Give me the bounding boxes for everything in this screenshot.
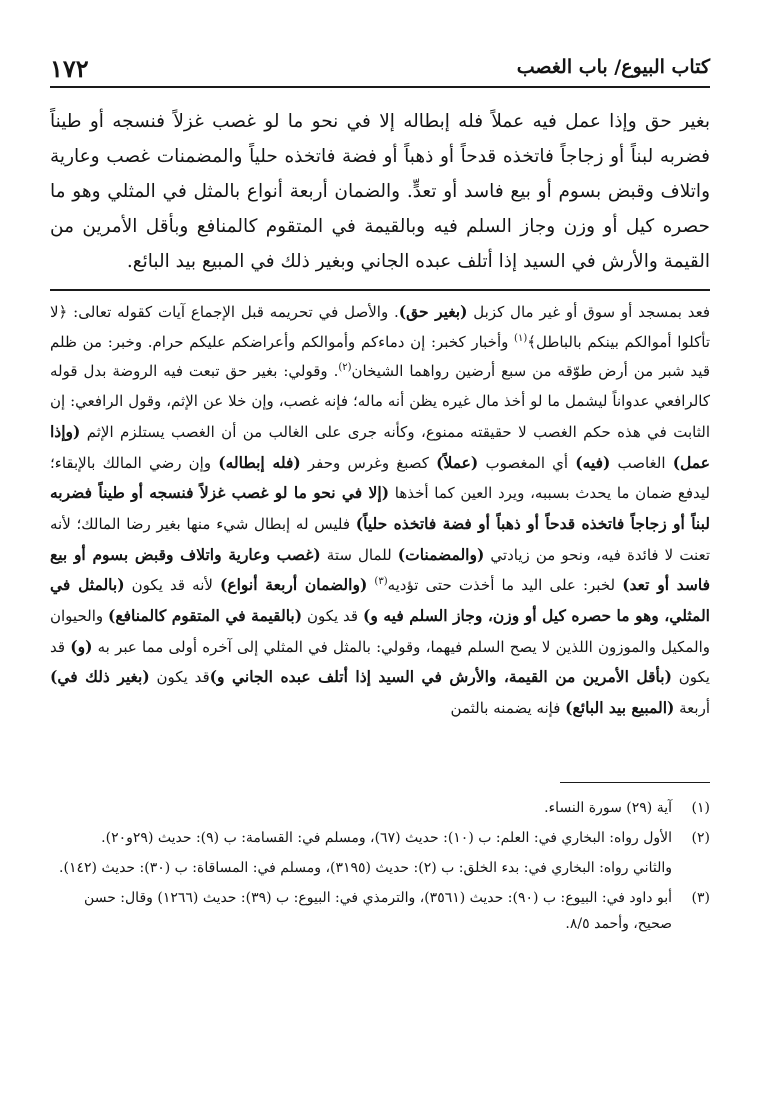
commentary-run: لخبر: على اليد ما أخذت حتى تؤديه bbox=[387, 576, 623, 595]
commentary-quoted-matn: (والضمان أربعة أنواع) bbox=[220, 575, 368, 595]
main-text: بغير حق وإذا عمل فيه عملاً فله إبطاله إلا في نحو ما لو غصب غزلاً فنسجه أو طيناً فضربه لبناً أو زجاجاً فاتخذه قدحاً أو ذهباً أو فضة فاتخذه حلياً والمضمنات غصب وعارية واتلاف وقبض بسوم أو بيع فاسد أو تعدٍّ. والضمان أربعة أنواع بالمثل في المثلي وهو ما حصره كيل أو وزن وجاز السلم فيه وبالقيمة في المتقوم كالمنافع وبأقل الأمرين من القيمة والأرش في السيد إذا أتلف عبده الجاني وبغير ذلك في المبيع بيد البائع. bbox=[50, 111, 710, 272]
commentary-quoted-matn: (و) bbox=[70, 636, 93, 656]
commentary-quoted-matn: (غصب وعارية واتلاف وقبض بسوم أو بيع فاسد أو تعد) bbox=[50, 544, 710, 595]
commentary-run: وإن رضي المالك بالإبقاء؛ ليدفع ضمان ما يحدث بسببه، ويرد العين كما أخذها bbox=[50, 453, 710, 503]
footnote-item bbox=[50, 795, 710, 821]
footnote-text: الأول رواه: البخاري في: العلم: ب (١٠): حديث (٦٧)، ومسلم في: القسامة: ب (٩): حديث (٢٩و٢٠). bbox=[101, 829, 672, 846]
commentary-quoted-matn: (بأقل الأمرين من القيمة، والأرش في السيد إذا أتلف عبده الجاني و) bbox=[209, 667, 672, 687]
commentary-quoted-matn: (المبيع بيد البائع) bbox=[565, 698, 675, 718]
footnote-marker: (٢) bbox=[338, 362, 352, 374]
commentary-run: لأنه قد يكون bbox=[124, 576, 221, 595]
commentary-run: . وقولي: بغير حق تبعت فيه الروضة بدل قوله كالرافعي عدواناً ليشمل ما لو أخذ مال غيره يظن أنه ماله؛ فإنه غصب، وإن خلا عن الإثم، وقول الرافعي: إن الثابت في هذه حكم الغصب لا حقيقته ممنوع، وكأنه جرى على الغالب من أن الغصب يستلزم الإثم bbox=[50, 362, 710, 441]
commentary-run: للمال ستة bbox=[320, 545, 398, 564]
footnote-text: أبو داود في: البيوع: ب (٩٠): حديث (٣٥٦١)، والترمذي في: البيوع: ب (٣٩): حديث (١٢٦٦) وقال: حسن صحيح، وأحمد ٨/٥. bbox=[84, 889, 672, 932]
footnote-continuation: والثاني رواه: البخاري في: بدء الخلق: ب (٢): حديث (٣١٩٥)، ومسلم في: المساقاة: ب (٣٠): حديث (١٤٢). bbox=[59, 859, 672, 876]
footnote-text: آية (٢٩) سورة النساء. bbox=[544, 799, 672, 816]
commentary-text bbox=[50, 297, 710, 724]
footnote-rule bbox=[560, 782, 710, 783]
separator-rule bbox=[50, 289, 710, 291]
commentary-run: قد يكون bbox=[149, 668, 210, 687]
page-number: ١٧٢ bbox=[50, 54, 89, 83]
commentary-quoted-matn: (بغير ذلك في) bbox=[50, 667, 150, 687]
footnotes bbox=[50, 795, 710, 937]
footnote-number: (١) bbox=[691, 799, 710, 816]
commentary-run: فعد بمسجد أو سوق أو غير مال كزبل bbox=[467, 303, 711, 321]
commentary-quoted-matn: (عملاً) bbox=[436, 452, 479, 472]
commentary-quoted-matn: (بالقيمة في المتقوم كالمنافع) bbox=[108, 606, 303, 626]
commentary-quoted-matn: (والمضمنات) bbox=[397, 544, 485, 564]
commentary-run: أي المغصوب bbox=[478, 453, 576, 472]
footnote-marker: (١) bbox=[514, 332, 528, 344]
commentary-run: وأخبار كخبر: إن دماءكم وأموالكم وأعراضكم عليكم حرام. وخبر: من ظلم قيد شبر من أرض طوّقه من سبع أرضين رواهما الشيخان bbox=[50, 332, 710, 381]
commentary-quoted-matn: (وإذا عمل) bbox=[50, 421, 710, 472]
commentary-run: قد يكون bbox=[302, 607, 363, 626]
footnote-number: (٢) bbox=[691, 829, 710, 846]
footnote-item bbox=[50, 825, 710, 851]
commentary-run: كصبغ وغرس وحفر bbox=[300, 453, 437, 472]
commentary-run: فليس له إبطال شيء منها بغير رضا المالك؛ لأنه تعنت لا فائدة فيه، ونحو من زيادتي bbox=[50, 514, 710, 564]
footnote-number: (٣) bbox=[691, 889, 710, 906]
footnote-marker: (٣) bbox=[374, 576, 388, 588]
commentary-run: . والأصل في تحريمه قبل الإجماع آيات كقوله تعالى: ﴿لا تأكلوا أموالكم بينكم بالباطل﴾ bbox=[50, 303, 710, 351]
commentary-run: أربعة bbox=[674, 699, 710, 718]
commentary-run: الغاصب bbox=[610, 453, 673, 472]
footnote-item bbox=[50, 885, 710, 937]
commentary-quoted-matn: (بغير حق) bbox=[398, 302, 468, 321]
commentary-run: والحيوان والمكيل والموزون اللذين لا يصح السلم فيهما، وقولي: بالمثل في المثلي إلى آخره أولى مما عبر به bbox=[50, 607, 710, 656]
book-page bbox=[50, 48, 710, 941]
commentary-quoted-matn: (فيه) bbox=[575, 452, 611, 472]
commentary-quoted-matn: (بالمثل في المثلي، وهو ما حصره كيل أو وزن، وجاز السلم فيه و) bbox=[50, 575, 710, 626]
commentary-run: فإنه يضمنه بالثمن bbox=[450, 699, 566, 718]
page-header bbox=[50, 48, 710, 88]
commentary-quoted-matn: (فله إبطاله) bbox=[218, 452, 301, 472]
running-title: كتاب البيوع/ باب الغصب bbox=[516, 56, 710, 78]
commentary-quoted-matn: (إلا في نحو ما لو غصب غزلاً فنسجه أو طيناً فضربه لبناً أو زجاجاً فاتخذه قدحاً أو ذهباً أو فضة فاتخذه حلياً) bbox=[50, 483, 710, 533]
commentary-run: قد يكون bbox=[50, 637, 710, 687]
